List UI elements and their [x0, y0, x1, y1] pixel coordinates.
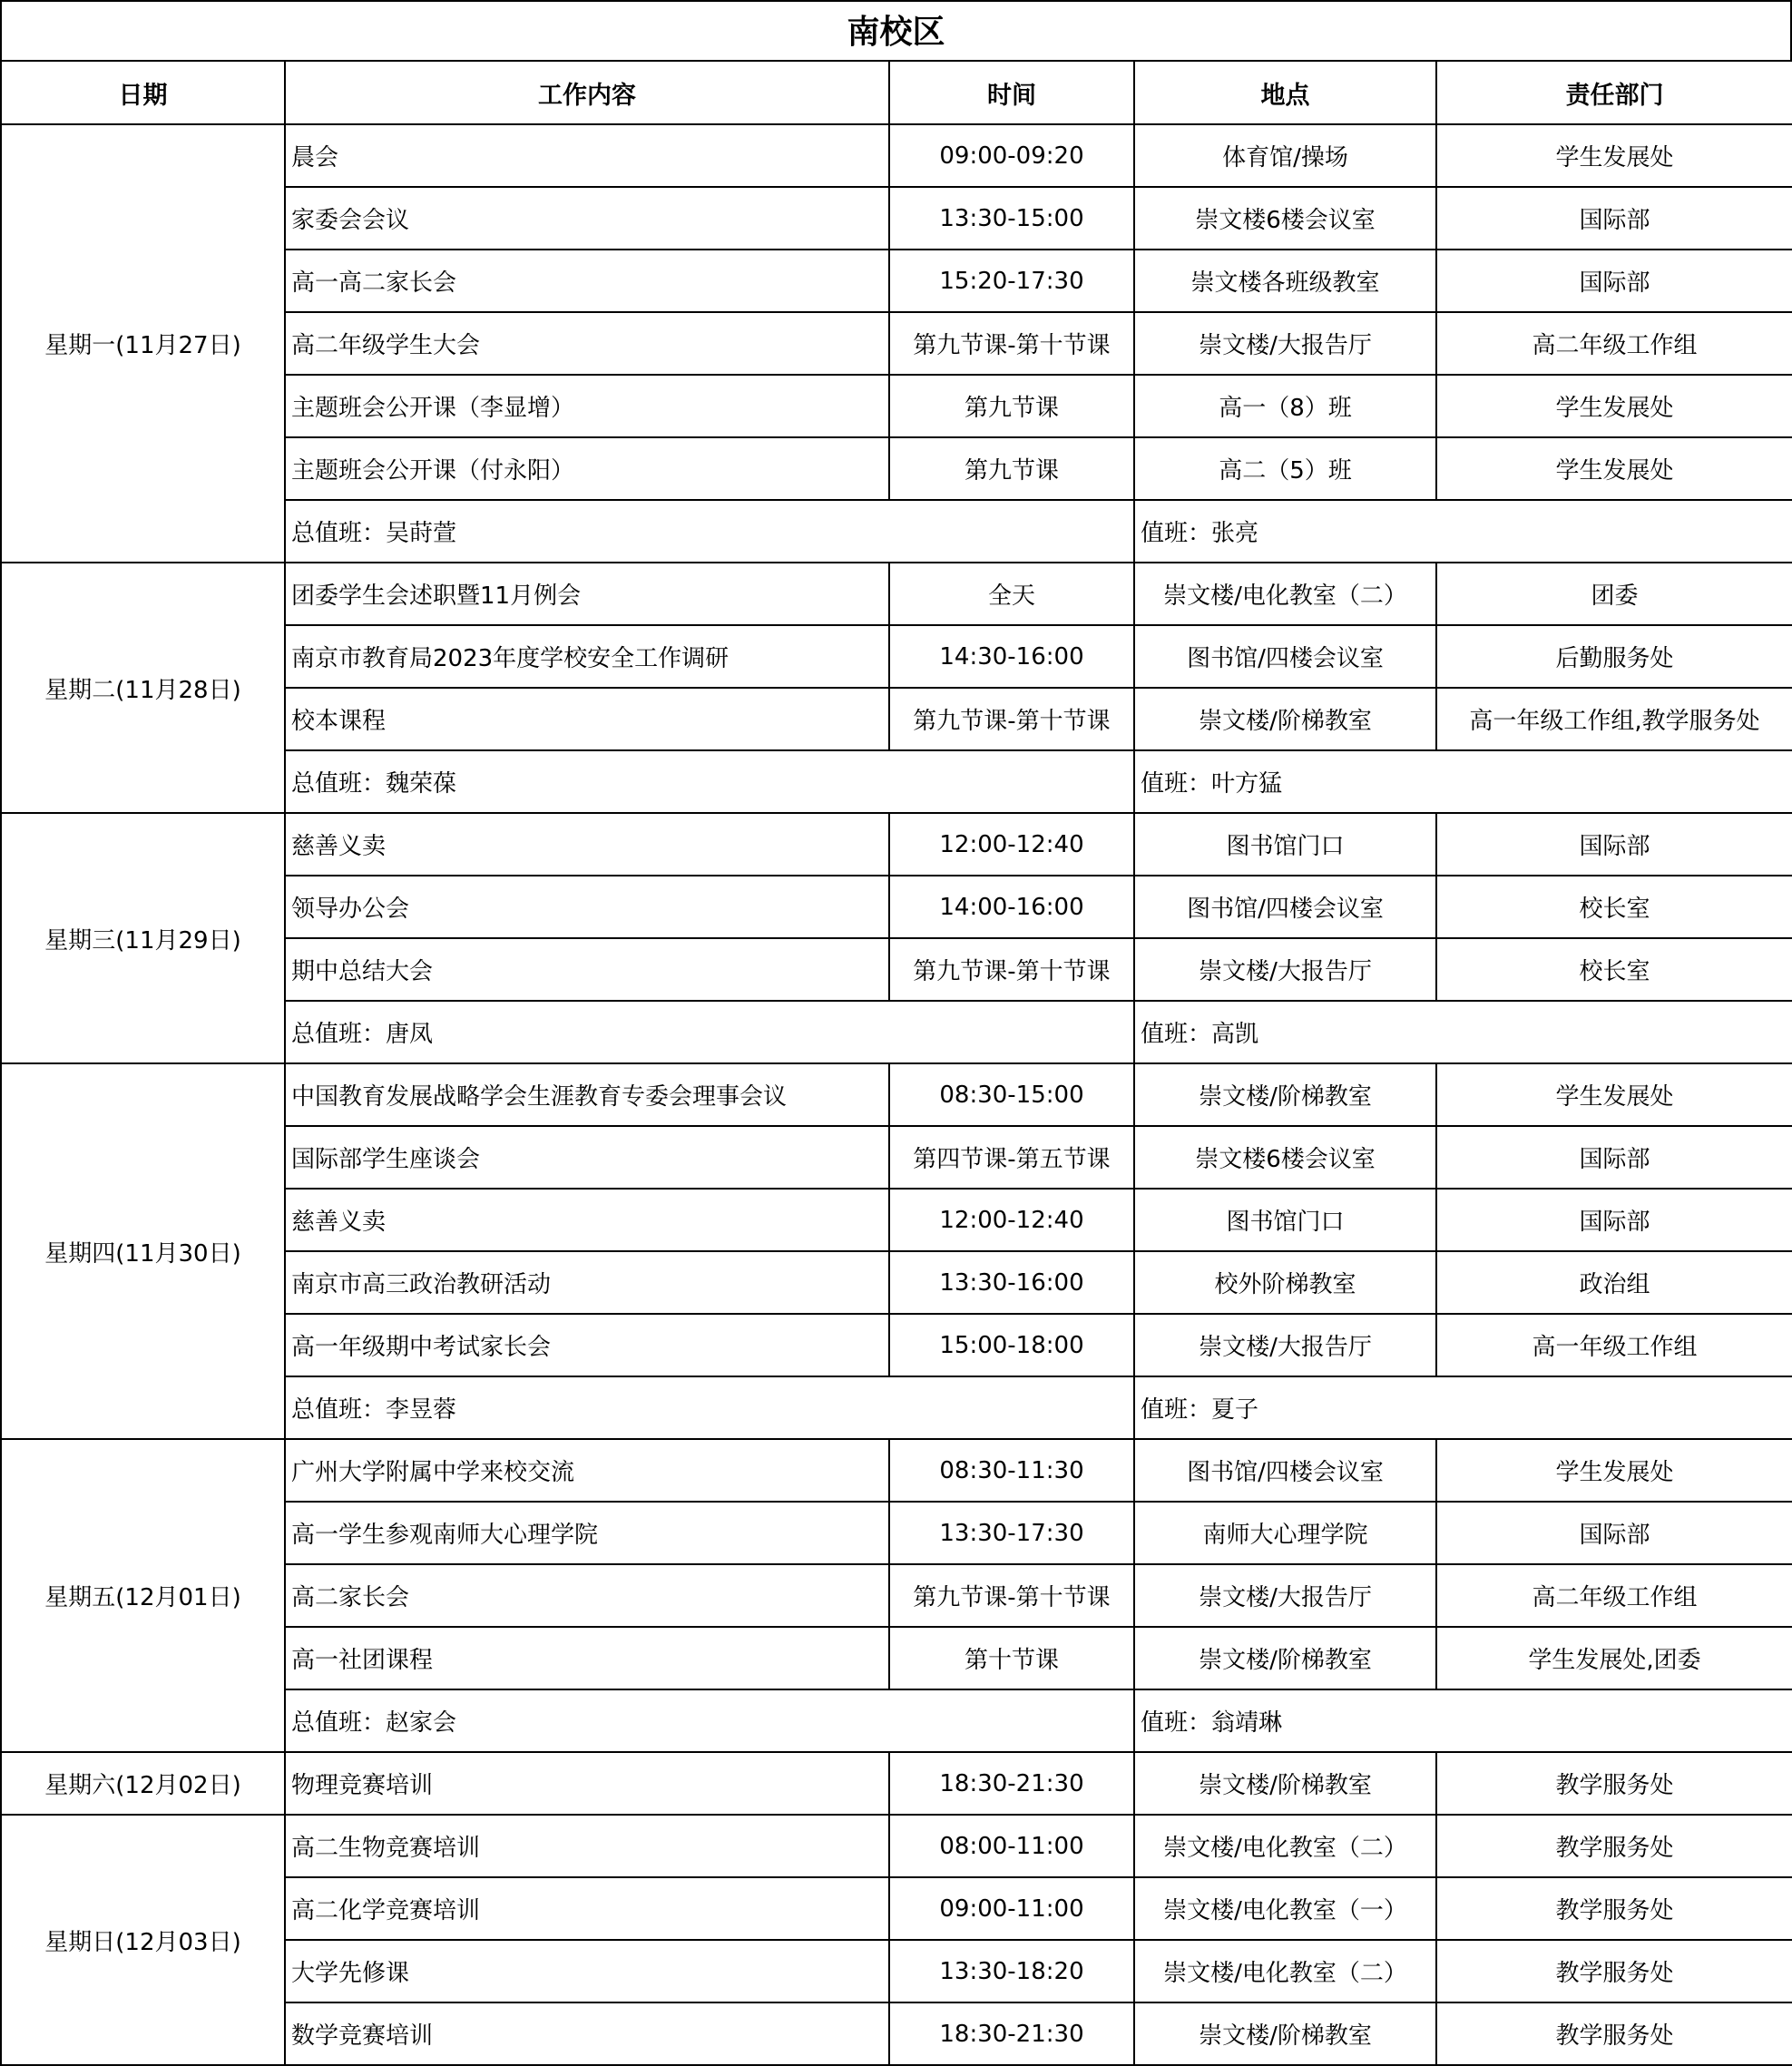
dept-cell: 校长室: [1436, 938, 1792, 1001]
time-cell: 15:00-18:00: [889, 1314, 1134, 1376]
leader-on-duty: 总值班：唐凤: [285, 1001, 1134, 1063]
header-place: 地点: [1134, 61, 1436, 124]
dept-cell: 政治组: [1436, 1251, 1792, 1314]
day-cell: 星期二(11月28日): [1, 563, 285, 813]
place-cell: 崇文楼/阶梯教室: [1134, 2002, 1436, 2065]
place-cell: 校外阶梯教室: [1134, 1251, 1436, 1314]
time-cell: 12:00-12:40: [889, 813, 1134, 876]
place-cell: 崇文楼各班级教室: [1134, 250, 1436, 312]
place-cell: 崇文楼/大报告厅: [1134, 938, 1436, 1001]
task-cell: 物理竞赛培训: [285, 1752, 889, 1815]
dept-cell: 高二年级工作组: [1436, 1564, 1792, 1627]
header-time: 时间: [889, 61, 1134, 124]
time-cell: 08:30-15:00: [889, 1063, 1134, 1126]
dept-cell: 高二年级工作组: [1436, 312, 1792, 375]
dept-cell: 学生发展处: [1436, 124, 1792, 187]
place-cell: 南师大心理学院: [1134, 1502, 1436, 1564]
task-cell: 高一高二家长会: [285, 250, 889, 312]
place-cell: 崇文楼/大报告厅: [1134, 1314, 1436, 1376]
task-cell: 高一社团课程: [285, 1627, 889, 1689]
task-cell: 家委会会议: [285, 187, 889, 250]
task-cell: 高二家长会: [285, 1564, 889, 1627]
dept-cell: 国际部: [1436, 1189, 1792, 1251]
dept-cell: 国际部: [1436, 1126, 1792, 1189]
header-date: 日期: [1, 61, 285, 124]
place-cell: 崇文楼/大报告厅: [1134, 1564, 1436, 1627]
time-cell: 13:30-16:00: [889, 1251, 1134, 1314]
time-cell: 第九节课: [889, 437, 1134, 500]
dept-cell: 高一年级工作组,教学服务处: [1436, 688, 1792, 750]
place-cell: 崇文楼/电化教室（一）: [1134, 1877, 1436, 1940]
place-cell: 图书馆/四楼会议室: [1134, 876, 1436, 938]
place-cell: 图书馆/四楼会议室: [1134, 1439, 1436, 1502]
place-cell: 图书馆门口: [1134, 813, 1436, 876]
table-row: [1, 124, 1792, 187]
task-cell: 数学竞赛培训: [285, 2002, 889, 2065]
task-cell: 晨会: [285, 124, 889, 187]
task-cell: 高二化学竞赛培训: [285, 1877, 889, 1940]
dept-cell: 学生发展处: [1436, 375, 1792, 437]
day-cell: 星期三(11月29日): [1, 813, 285, 1063]
time-cell: 第四节课-第五节课: [889, 1126, 1134, 1189]
dept-cell: 教学服务处: [1436, 1940, 1792, 2002]
day-cell: 星期日(12月03日): [1, 1815, 285, 2065]
time-cell: 18:30-21:30: [889, 2002, 1134, 2065]
dept-cell: 教学服务处: [1436, 1815, 1792, 1877]
table-row: [1, 563, 1792, 625]
day-cell: 星期一(11月27日): [1, 124, 285, 563]
place-cell: 崇文楼/阶梯教室: [1134, 1752, 1436, 1815]
header-task: 工作内容: [285, 61, 889, 124]
time-cell: 第十节课: [889, 1627, 1134, 1689]
task-cell: 期中总结大会: [285, 938, 889, 1001]
time-cell: 第九节课-第十节课: [889, 688, 1134, 750]
task-cell: 主题班会公开课（付永阳）: [285, 437, 889, 500]
time-cell: 14:00-16:00: [889, 876, 1134, 938]
task-cell: 南京市高三政治教研活动: [285, 1251, 889, 1314]
schedule-body: [1, 124, 1792, 2065]
place-cell: 崇文楼/电化教室（二）: [1134, 563, 1436, 625]
dept-cell: 学生发展处,团委: [1436, 1627, 1792, 1689]
place-cell: 高一（8）班: [1134, 375, 1436, 437]
dept-cell: 国际部: [1436, 813, 1792, 876]
place-cell: 图书馆门口: [1134, 1189, 1436, 1251]
table-row: [1, 1063, 1792, 1126]
schedule-table: [0, 60, 1792, 2066]
dept-cell: 学生发展处: [1436, 1063, 1792, 1126]
place-cell: 崇文楼/阶梯教室: [1134, 1627, 1436, 1689]
table-row: [1, 813, 1792, 876]
time-cell: 全天: [889, 563, 1134, 625]
day-cell: 星期四(11月30日): [1, 1063, 285, 1439]
time-cell: 08:00-11:00: [889, 1815, 1134, 1877]
place-cell: 崇文楼/电化教室（二）: [1134, 1815, 1436, 1877]
staff-on-duty: 值班：叶方猛: [1134, 750, 1792, 813]
table-row: [1, 1752, 1792, 1815]
table-row: [1, 1815, 1792, 1877]
time-cell: 09:00-11:00: [889, 1877, 1134, 1940]
task-cell: 高二年级学生大会: [285, 312, 889, 375]
time-cell: 第九节课-第十节课: [889, 312, 1134, 375]
time-cell: 第九节课: [889, 375, 1134, 437]
table-row: [1, 1439, 1792, 1502]
task-cell: 慈善义卖: [285, 1189, 889, 1251]
task-cell: 校本课程: [285, 688, 889, 750]
dept-cell: 校长室: [1436, 876, 1792, 938]
task-cell: 高一学生参观南师大心理学院: [285, 1502, 889, 1564]
dept-cell: 学生发展处: [1436, 1439, 1792, 1502]
place-cell: 图书馆/四楼会议室: [1134, 625, 1436, 688]
task-cell: 中国教育发展战略学会生涯教育专委会理事会议: [285, 1063, 889, 1126]
time-cell: 08:30-11:30: [889, 1439, 1134, 1502]
task-cell: 高一年级期中考试家长会: [285, 1314, 889, 1376]
task-cell: 主题班会公开课（李显增）: [285, 375, 889, 437]
day-cell: 星期六(12月02日): [1, 1752, 285, 1815]
task-cell: 团委学生会述职暨11月例会: [285, 563, 889, 625]
place-cell: 崇文楼/阶梯教室: [1134, 688, 1436, 750]
time-cell: 13:30-18:20: [889, 1940, 1134, 2002]
time-cell: 12:00-12:40: [889, 1189, 1134, 1251]
leader-on-duty: 总值班：李昱蓉: [285, 1376, 1134, 1439]
task-cell: 广州大学附属中学来校交流: [285, 1439, 889, 1502]
leader-on-duty: 总值班：魏荣葆: [285, 750, 1134, 813]
time-cell: 15:20-17:30: [889, 250, 1134, 312]
dept-cell: 教学服务处: [1436, 1752, 1792, 1815]
task-cell: 慈善义卖: [285, 813, 889, 876]
dept-cell: 国际部: [1436, 250, 1792, 312]
leader-on-duty: 总值班：吴莳萱: [285, 500, 1134, 563]
time-cell: 第九节课-第十节课: [889, 1564, 1134, 1627]
place-cell: 崇文楼6楼会议室: [1134, 187, 1436, 250]
time-cell: 09:00-09:20: [889, 124, 1134, 187]
time-cell: 14:30-16:00: [889, 625, 1134, 688]
header-dept: 责任部门: [1436, 61, 1792, 124]
time-cell: 13:30-15:00: [889, 187, 1134, 250]
staff-on-duty: 值班：夏子: [1134, 1376, 1792, 1439]
dept-cell: 后勤服务处: [1436, 625, 1792, 688]
leader-on-duty: 总值班：赵家会: [285, 1689, 1134, 1752]
day-cell: 星期五(12月01日): [1, 1439, 285, 1752]
task-cell: 南京市教育局2023年度学校安全工作调研: [285, 625, 889, 688]
dept-cell: 教学服务处: [1436, 1877, 1792, 1940]
dept-cell: 国际部: [1436, 1502, 1792, 1564]
place-cell: 崇文楼6楼会议室: [1134, 1126, 1436, 1189]
staff-on-duty: 值班：翁靖琳: [1134, 1689, 1792, 1752]
header-row: [1, 61, 1792, 124]
task-cell: 国际部学生座谈会: [285, 1126, 889, 1189]
place-cell: 崇文楼/阶梯教室: [1134, 1063, 1436, 1126]
dept-cell: 团委: [1436, 563, 1792, 625]
task-cell: 大学先修课: [285, 1940, 889, 2002]
dept-cell: 国际部: [1436, 187, 1792, 250]
task-cell: 领导办公会: [285, 876, 889, 938]
staff-on-duty: 值班：张亮: [1134, 500, 1792, 563]
place-cell: 崇文楼/电化教室（二）: [1134, 1940, 1436, 2002]
place-cell: 崇文楼/大报告厅: [1134, 312, 1436, 375]
time-cell: 13:30-17:30: [889, 1502, 1134, 1564]
dept-cell: 高一年级工作组: [1436, 1314, 1792, 1376]
time-cell: 第九节课-第十节课: [889, 938, 1134, 1001]
task-cell: 高二生物竞赛培训: [285, 1815, 889, 1877]
place-cell: 高二（5）班: [1134, 437, 1436, 500]
dept-cell: 学生发展处: [1436, 437, 1792, 500]
staff-on-duty: 值班：高凯: [1134, 1001, 1792, 1063]
dept-cell: 教学服务处: [1436, 2002, 1792, 2065]
place-cell: 体育馆/操场: [1134, 124, 1436, 187]
time-cell: 18:30-21:30: [889, 1752, 1134, 1815]
sheet-title: 南校区: [0, 0, 1792, 60]
